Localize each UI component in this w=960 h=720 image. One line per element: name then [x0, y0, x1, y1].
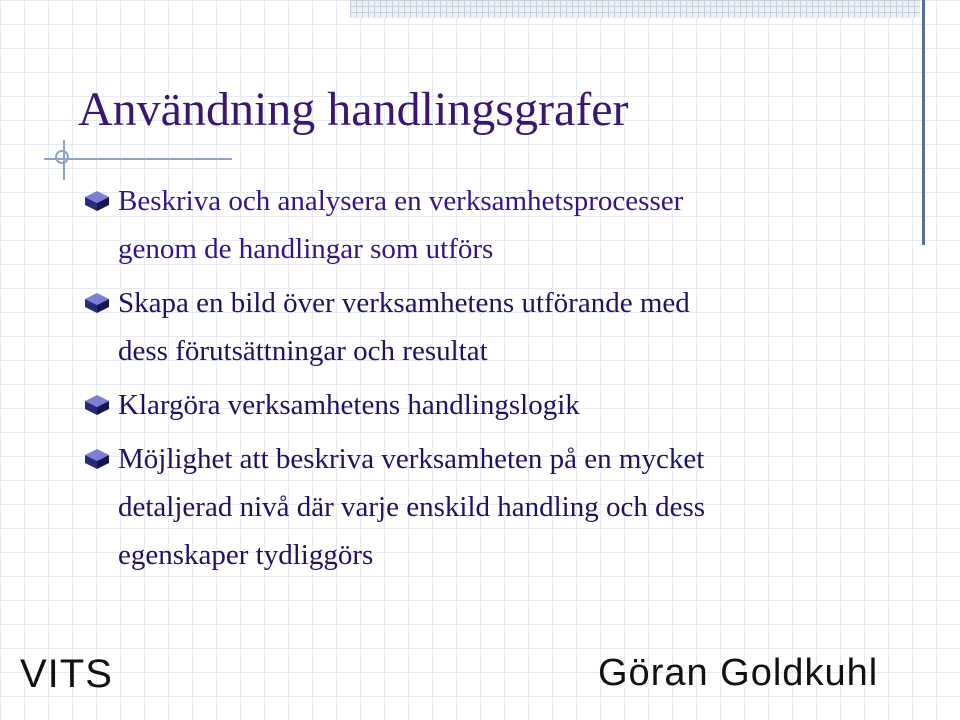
cube-bullet-icon [82, 393, 112, 417]
top-decorative-band [350, 0, 920, 18]
bullet-line: dess förutsättningar och resultat [118, 335, 488, 367]
cube-bullet-icon [82, 447, 112, 471]
footer-vits-label: VITS [20, 652, 113, 696]
bullet-item [82, 435, 922, 579]
footer-author-name: Göran Goldkuhl [598, 652, 879, 694]
bullet-item [82, 177, 922, 273]
bullet-line: genom de handlingar som utförs [118, 233, 494, 265]
bullet-line: Möjlighet att beskriva verksamheten på en mycket [118, 443, 705, 475]
bullet-item [82, 279, 922, 375]
bullet-line: Beskriva och analysera en verksamhetsprocesser [118, 185, 684, 217]
bullet-line: egenskaper tydliggörs [118, 539, 374, 571]
bullet-line: Skapa en bild över verksamhetens utförande med [118, 287, 690, 319]
bullet-item [82, 381, 922, 429]
cube-bullet-icon [82, 189, 112, 213]
right-decorative-rule [922, 0, 925, 245]
bullet-list [82, 177, 922, 585]
bullet-line: detaljerad nivå där varje enskild handling och dess [118, 491, 706, 523]
cube-bullet-icon [82, 291, 112, 315]
title-underline-rule [44, 158, 232, 160]
bullet-line: Klargöra verksamhetens handlingslogik [118, 389, 580, 421]
title-rule-circle [55, 150, 69, 164]
slide-title: Användning handlingsgrafer [78, 83, 629, 136]
